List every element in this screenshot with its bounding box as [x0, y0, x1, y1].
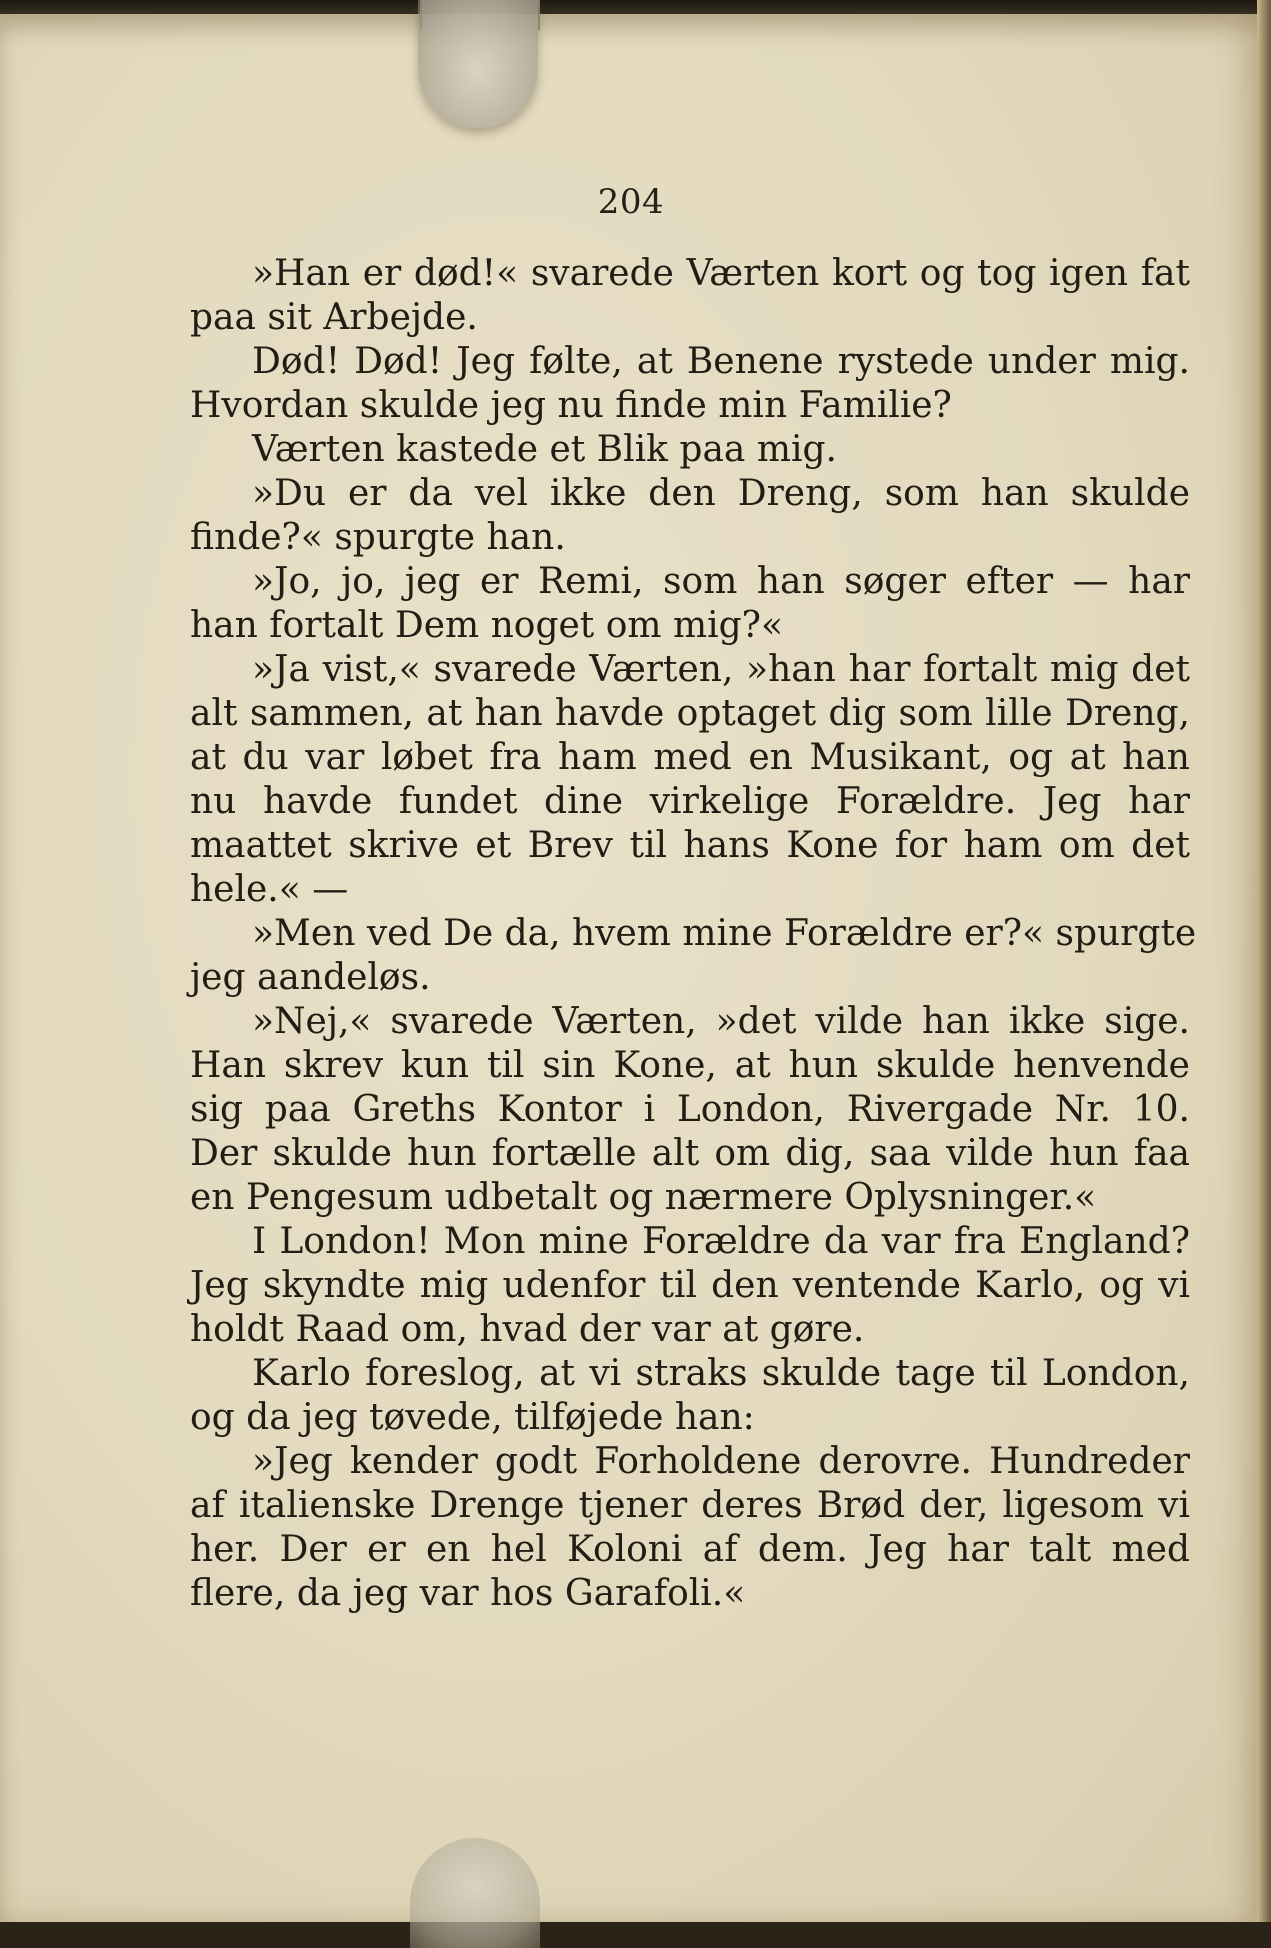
text-line: holdt Raad om, hvad der var at gøre. — [190, 1309, 865, 1350]
text-line: »Jo, jo, jeg er Remi, som han søger efter — har — [252, 561, 1190, 602]
text-line: Død! Død! Jeg følte, at Benene rystede under mig. — [252, 341, 1190, 382]
book-right-edge — [1257, 0, 1271, 1922]
text-line: at du var løbet fra ham med en Musikant, og at han — [190, 737, 1190, 778]
text-line: Jeg skyndte mig udenfor til den ventende Karlo, og vi — [190, 1265, 1190, 1306]
text-line: nu havde fundet dine virkelige Forældre. Jeg har — [190, 781, 1190, 822]
text-line: alt sammen, at han havde optaget dig som lille Dreng, — [190, 693, 1190, 734]
text-line: Karlo foreslog, at vi straks skulde tage til London, — [252, 1353, 1190, 1394]
text-line: her. Der er en hel Koloni af dem. Jeg har talt med — [190, 1529, 1190, 1570]
text-line: »Jeg kender godt Forholdene derovre. Hundreder — [252, 1441, 1190, 1482]
text-line: flere, da jeg var hos Garafoli.« — [190, 1573, 746, 1614]
text-line: Værten kastede et Blik paa mig. — [252, 429, 837, 470]
text-line: han fortalt Dem noget om mig?« — [190, 605, 783, 646]
text-line: »Men ved De da, hvem mine Forældre er?« spurgte — [252, 913, 1197, 954]
page-clip-top — [418, 0, 538, 128]
text-line: »Ja vist,« svarede Værten, »han har fortalt mig det — [252, 649, 1190, 690]
text-line: Han skrev kun til sin Kone, at hun skulde henvende — [190, 1045, 1190, 1086]
text-line: »Nej,« svarede Værten, »det vilde han ikke sige. — [252, 1001, 1190, 1042]
body-text — [190, 252, 1197, 1616]
text-line: Hvordan skulde jeg nu finde min Familie? — [190, 385, 952, 426]
text-line: en Pengesum udbetalt og nærmere Oplysninger.« — [190, 1177, 1097, 1218]
text-line: jeg aandeløs. — [190, 957, 431, 998]
text-line: hele.« — — [190, 869, 349, 910]
text-line: »Du er da vel ikke den Dreng, som han skulde — [252, 473, 1190, 514]
text-line: »Han er død!« svarede Værten kort og tog igen fat — [252, 253, 1190, 294]
text-line: maattet skrive et Brev til hans Kone for ham om det — [190, 825, 1190, 866]
text-line: og da jeg tøvede, tilføjede han: — [190, 1397, 755, 1438]
page-number: 204 — [597, 182, 665, 222]
text-line: Der skulde hun fortælle alt om dig, saa vilde hun faa — [190, 1133, 1190, 1174]
text-line: finde?« spurgte han. — [190, 517, 566, 558]
text-line: I London! Mon mine Forældre da var fra England? — [252, 1221, 1190, 1262]
text-line: af italienske Drenge tjener deres Brød der, ligesom vi — [190, 1485, 1190, 1526]
text-line: sig paa Greths Kontor i London, Rivergade Nr. 10. — [190, 1089, 1190, 1130]
text-line: paa sit Arbejde. — [190, 297, 478, 338]
